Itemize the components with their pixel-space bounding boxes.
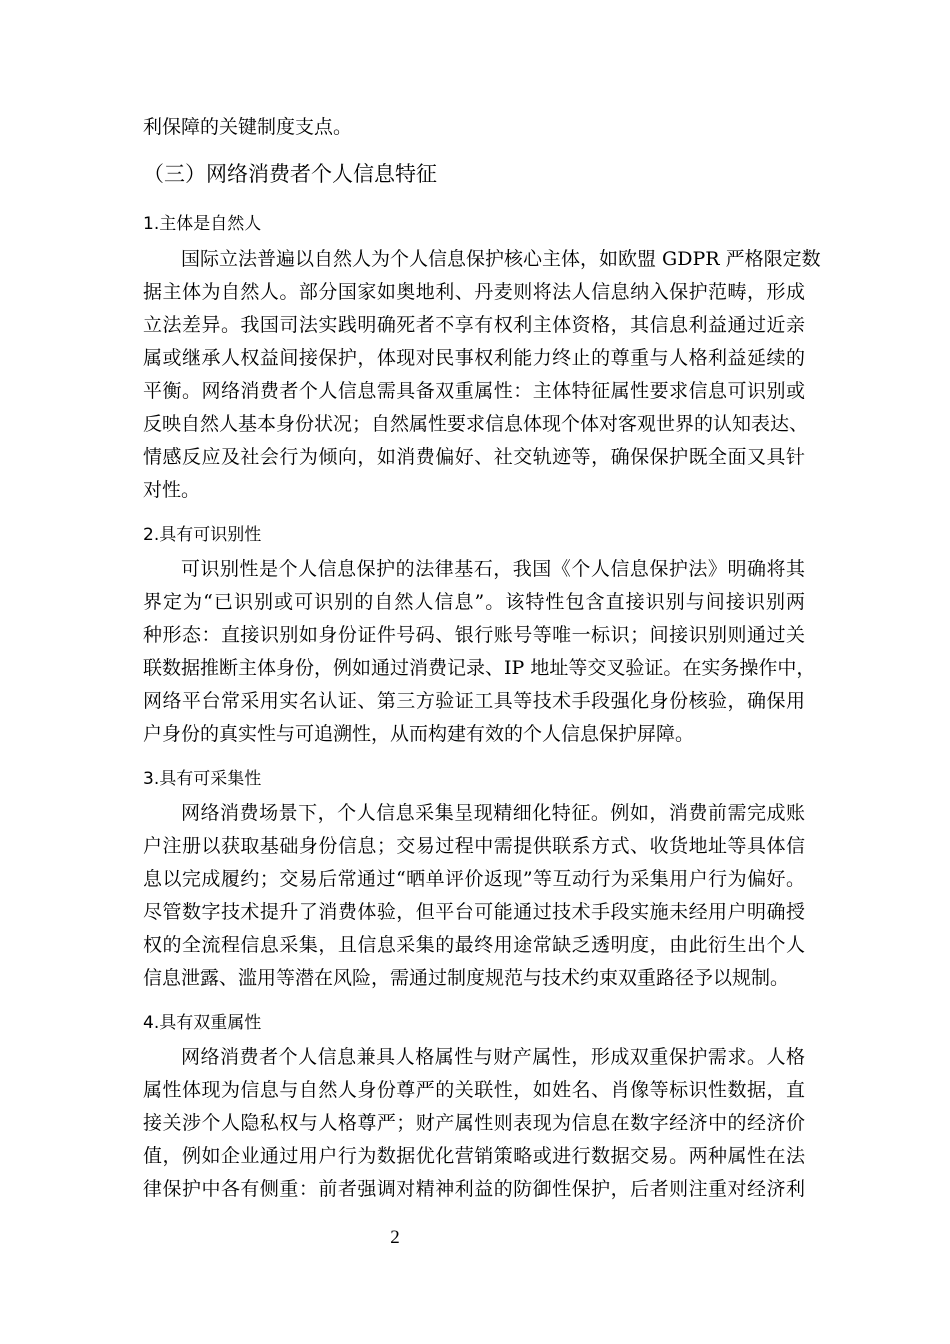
paragraph-line: 联数据推断主体身份，例如通过消费记录、IP 地址等交叉验证。在实务操作中， xyxy=(143,657,816,679)
paragraph-line: 平衡。网络消费者个人信息需具备双重属性：主体特征属性要求信息可识别或 xyxy=(143,380,805,402)
paragraph-line: 网络平台常采用实名认证、第三方验证工具等技术手段强化身份核验，确保用 xyxy=(143,690,805,712)
paragraph-line: 界定为“已识别或可识别的自然人信息”。该特性包含直接识别与间接识别两 xyxy=(143,591,805,613)
paragraph-line: 户注册以获取基础身份信息；交易过程中需提供联系方式、收货地址等具体信 xyxy=(143,835,805,857)
page-number: 2 xyxy=(390,1227,400,1248)
paragraph-line: 可识别性是个人信息保护的法律基石，我国《个人信息保护法》明确将其 xyxy=(181,558,805,580)
paragraph-line: 国际立法普遍以自然人为个人信息保护核心主体，如欧盟 GDPR 严格限定数 xyxy=(181,248,821,270)
subsection-4-heading: 4.具有双重属性 xyxy=(143,1013,262,1033)
paragraph-line: 据主体为自然人。部分国家如奥地利、丹麦则将法人信息纳入保护范畴，形成 xyxy=(143,281,805,303)
section-heading: （三）网络消费者个人信息特征 xyxy=(143,162,437,186)
paragraph-line: 信息泄露、滥用等潜在风险，需通过制度规范与技术约束双重路径予以规制。 xyxy=(143,967,790,989)
paragraph-line: 网络消费场景下，个人信息采集呈现精细化特征。例如，消费前需完成账 xyxy=(181,802,805,824)
paragraph-line: 户身份的真实性与可追溯性，从而构建有效的个人信息保护屏障。 xyxy=(143,723,695,745)
paragraph-line: 值，例如企业通过用户行为数据优化营销策略或进行数据交易。两种属性在法 xyxy=(143,1145,805,1167)
paragraph-line: 权的全流程信息采集，且信息采集的最终用途常缺乏透明度，由此衍生出个人 xyxy=(143,934,805,956)
intro-text: 利保障的关键制度支点。 xyxy=(143,116,353,138)
paragraph-line: 对性。 xyxy=(143,479,201,501)
paragraph-line: 种形态：直接识别如身份证件号码、银行账号等唯一标识；间接识别则通过关 xyxy=(143,624,805,646)
paragraph-line: 立法差异。我国司法实践明确死者不享有权利主体资格，其信息利益通过近亲 xyxy=(143,314,805,336)
paragraph-line: 反映自然人基本身份状况；自然属性要求信息体现个体对客观世界的认知表达、 xyxy=(143,413,809,435)
paragraph-line: 属或继承人权益间接保护，体现对民事权利能力终止的尊重与人格利益延续的 xyxy=(143,347,805,369)
paragraph-line: 接关涉个人隐私权与人格尊严；财产属性则表现为信息在数字经济中的经济价 xyxy=(143,1112,805,1134)
paragraph-line: 律保护中各有侧重：前者强调对精神利益的防御性保护，后者则注重对经济利 xyxy=(143,1178,805,1200)
paragraph-line: 尽管数字技术提升了消费体验，但平台可能通过技术手段实施未经用户明确授 xyxy=(143,901,805,923)
subsection-3-heading: 3.具有可采集性 xyxy=(143,769,262,789)
paragraph-line: 息以完成履约；交易后常通过“晒单评价返现”等互动行为采集用户行为偏好。 xyxy=(143,868,805,890)
subsection-1-heading: 1.主体是自然人 xyxy=(143,214,262,234)
paragraph-line: 情感反应及社会行为倾向，如消费偏好、社交轨迹等，确保保护既全面又具针 xyxy=(143,446,805,468)
paragraph-line: 网络消费者个人信息兼具人格属性与财产属性，形成双重保护需求。人格 xyxy=(181,1046,805,1068)
paragraph-line: 属性体现为信息与自然人身份尊严的关联性，如姓名、肖像等标识性数据，直 xyxy=(143,1079,805,1101)
subsection-2-heading: 2.具有可识别性 xyxy=(143,525,262,545)
